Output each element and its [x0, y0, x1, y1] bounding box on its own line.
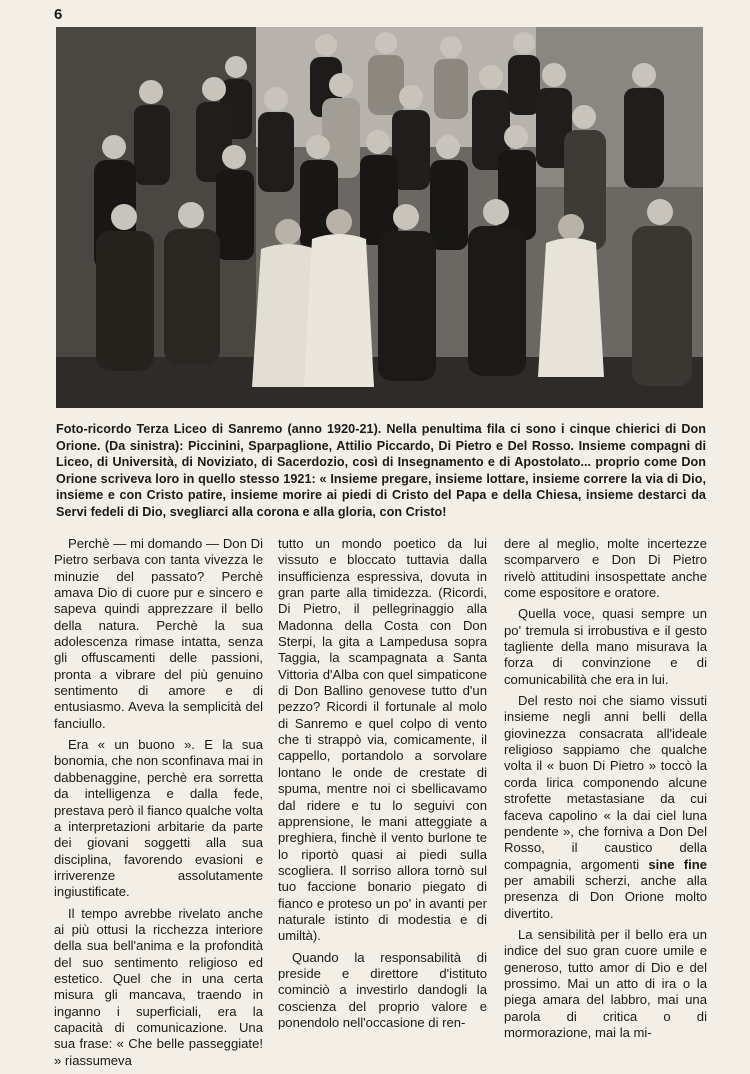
paragraph: La sensibilità per il bello era un indice del suo gran cuore umile e generoso, tutto amor di Dio e del prossimo. Mai un atto di ira o la piega amara del labbro, mai una parola di critica o di mormorazione, mai la mi-	[504, 926, 707, 1040]
group-photo-illustration	[56, 27, 703, 408]
paragraph	[504, 693, 707, 922]
text-run: Del resto noi che siamo vissuti insieme negli anni belli della giovinezza consacrata all'ideale religioso sappiamo che qualche volta il « buon Di Pietro » toccò la corda lirica componendo alcune strofette metastasiane da cui faceva capolino « la dai ciel luna pendente », che forniva a Don Del Rosso, il caustico della compagnia, argomenti	[504, 693, 707, 872]
paragraph: tutto un mondo poetico da lui vissuto e bloccato tuttavia dalla insufficienza espressiva, dovuta in gran parte alla timidezza. (Ricordi, Di Pietro, il pellegrinaggio alla Madonna della Costa con Don Sterpi, la gita a Lampedusa sopra Taggia, la scampagnata a Santa Vittoria d'Alba con quel simpaticone di Don Ballino genovese tutto d'un pezzo? Ricordi il fortunale al molo di Sanremo e quel colpo di vento che ti strappò via, comicamente, il cappello, portandolo a sorvolare lontano le onde de crestate di spuma, mentre noi ci sbellicavamo dal ridere e tu lo seguivi con apprensione, le mani atteggiate a preghiera, finchè il vento burlone te lo riportò quasi ai piedi sulla scogliera. Il sorriso allora tornò sul tuo faccione bonario piegato di fianco e proteso un po' in avanti per naturale istinto di modestia e di umiltà).	[278, 536, 487, 944]
article-column-1	[54, 536, 263, 1074]
paragraph: Perchè — mi domando — Don Di Pietro serbava con tanta vivezza le minuzie del passato? Perchè amava Dio di cuore pur e sincero e sapeva quindi apprezzare il bello della natura. Perchè la sua adolescenza rimase intatta, senza gli offuscamenti delle passioni, pronta a vibrare del più genuino sentimento di amore e di entusiasmo. Aveva la semplicità del fanciullo.	[54, 536, 263, 731]
page-number: 6	[54, 6, 63, 23]
paragraph: Il tempo avrebbe rivelato anche ai più ottusi la ricchezza interiore della sua bell'anima e la profondità del suo sentimento religioso ed estetico. Quel che in una certa misura gli mancava, traendo in inganno i superficiali, era la capacità di comunicazione. Una sua frase: « Che belle passeggiate! » riassumeva	[54, 905, 263, 1068]
article-column-3	[504, 536, 707, 1046]
text-run: per amabili scherzi, anche alla presenza di Don Orione molto divertito.	[504, 872, 707, 921]
paragraph: Quando la responsabilità di preside e direttore d'istituto cominciò a investirlo dandogli la coscienza del proprio valore e ponendolo nell'occasione di ren-	[278, 949, 487, 1030]
paragraph: Era « un buono ». E la sua bonomia, che non sconfinava mai in dabbenaggine, perchè era sorretta da intelligenza e dalla fede, prestava però il fianco qualche volta a interpretazioni arbitarie da parte dei giovani soggetti alla sua disciplina, favorendo evasioni e irriverenze assolutamente ingiustificate.	[54, 737, 263, 900]
paragraph: Quella voce, quasi sempre un po' tremula si irrobustiva e il gesto tagliente della mano misurava la forza di convinzione e di comunicabilità che era in lui.	[504, 606, 707, 687]
article-column-2	[278, 536, 487, 1036]
emphasis-text: sine fine	[648, 856, 708, 872]
photo-caption: Foto-ricordo Terza Liceo di Sanremo (anno 1920-21). Nella penultima fila ci sono i cinque chierici di Don Orione. (Da sinistra): Piccinini, Sparpaglione, Attilio Piccardo, Di Pietro e Del Rosso. Insieme compagni di Liceo, di Università, di Noviziato, di Sacerdozio, così di Insegnamento e di Apostolato... proprio come Don Orione scriveva loro in quello stesso 1921: « Insieme pregare, insieme lottare, insieme correre la via di Dio, insieme e con Cristo patire, insieme morire ai piedi di Cristo del Papa e della Chiesa, insieme destarci da Servi fedeli di Dio, svegliarci alla corona e alla gloria, con Cristo!	[56, 422, 706, 519]
paragraph: dere al meglio, molte incertezze scomparvero e Don Di Pietro rivelò attitudini insospettate anche come espositore e oratore.	[504, 536, 707, 601]
group-photo	[56, 27, 703, 408]
